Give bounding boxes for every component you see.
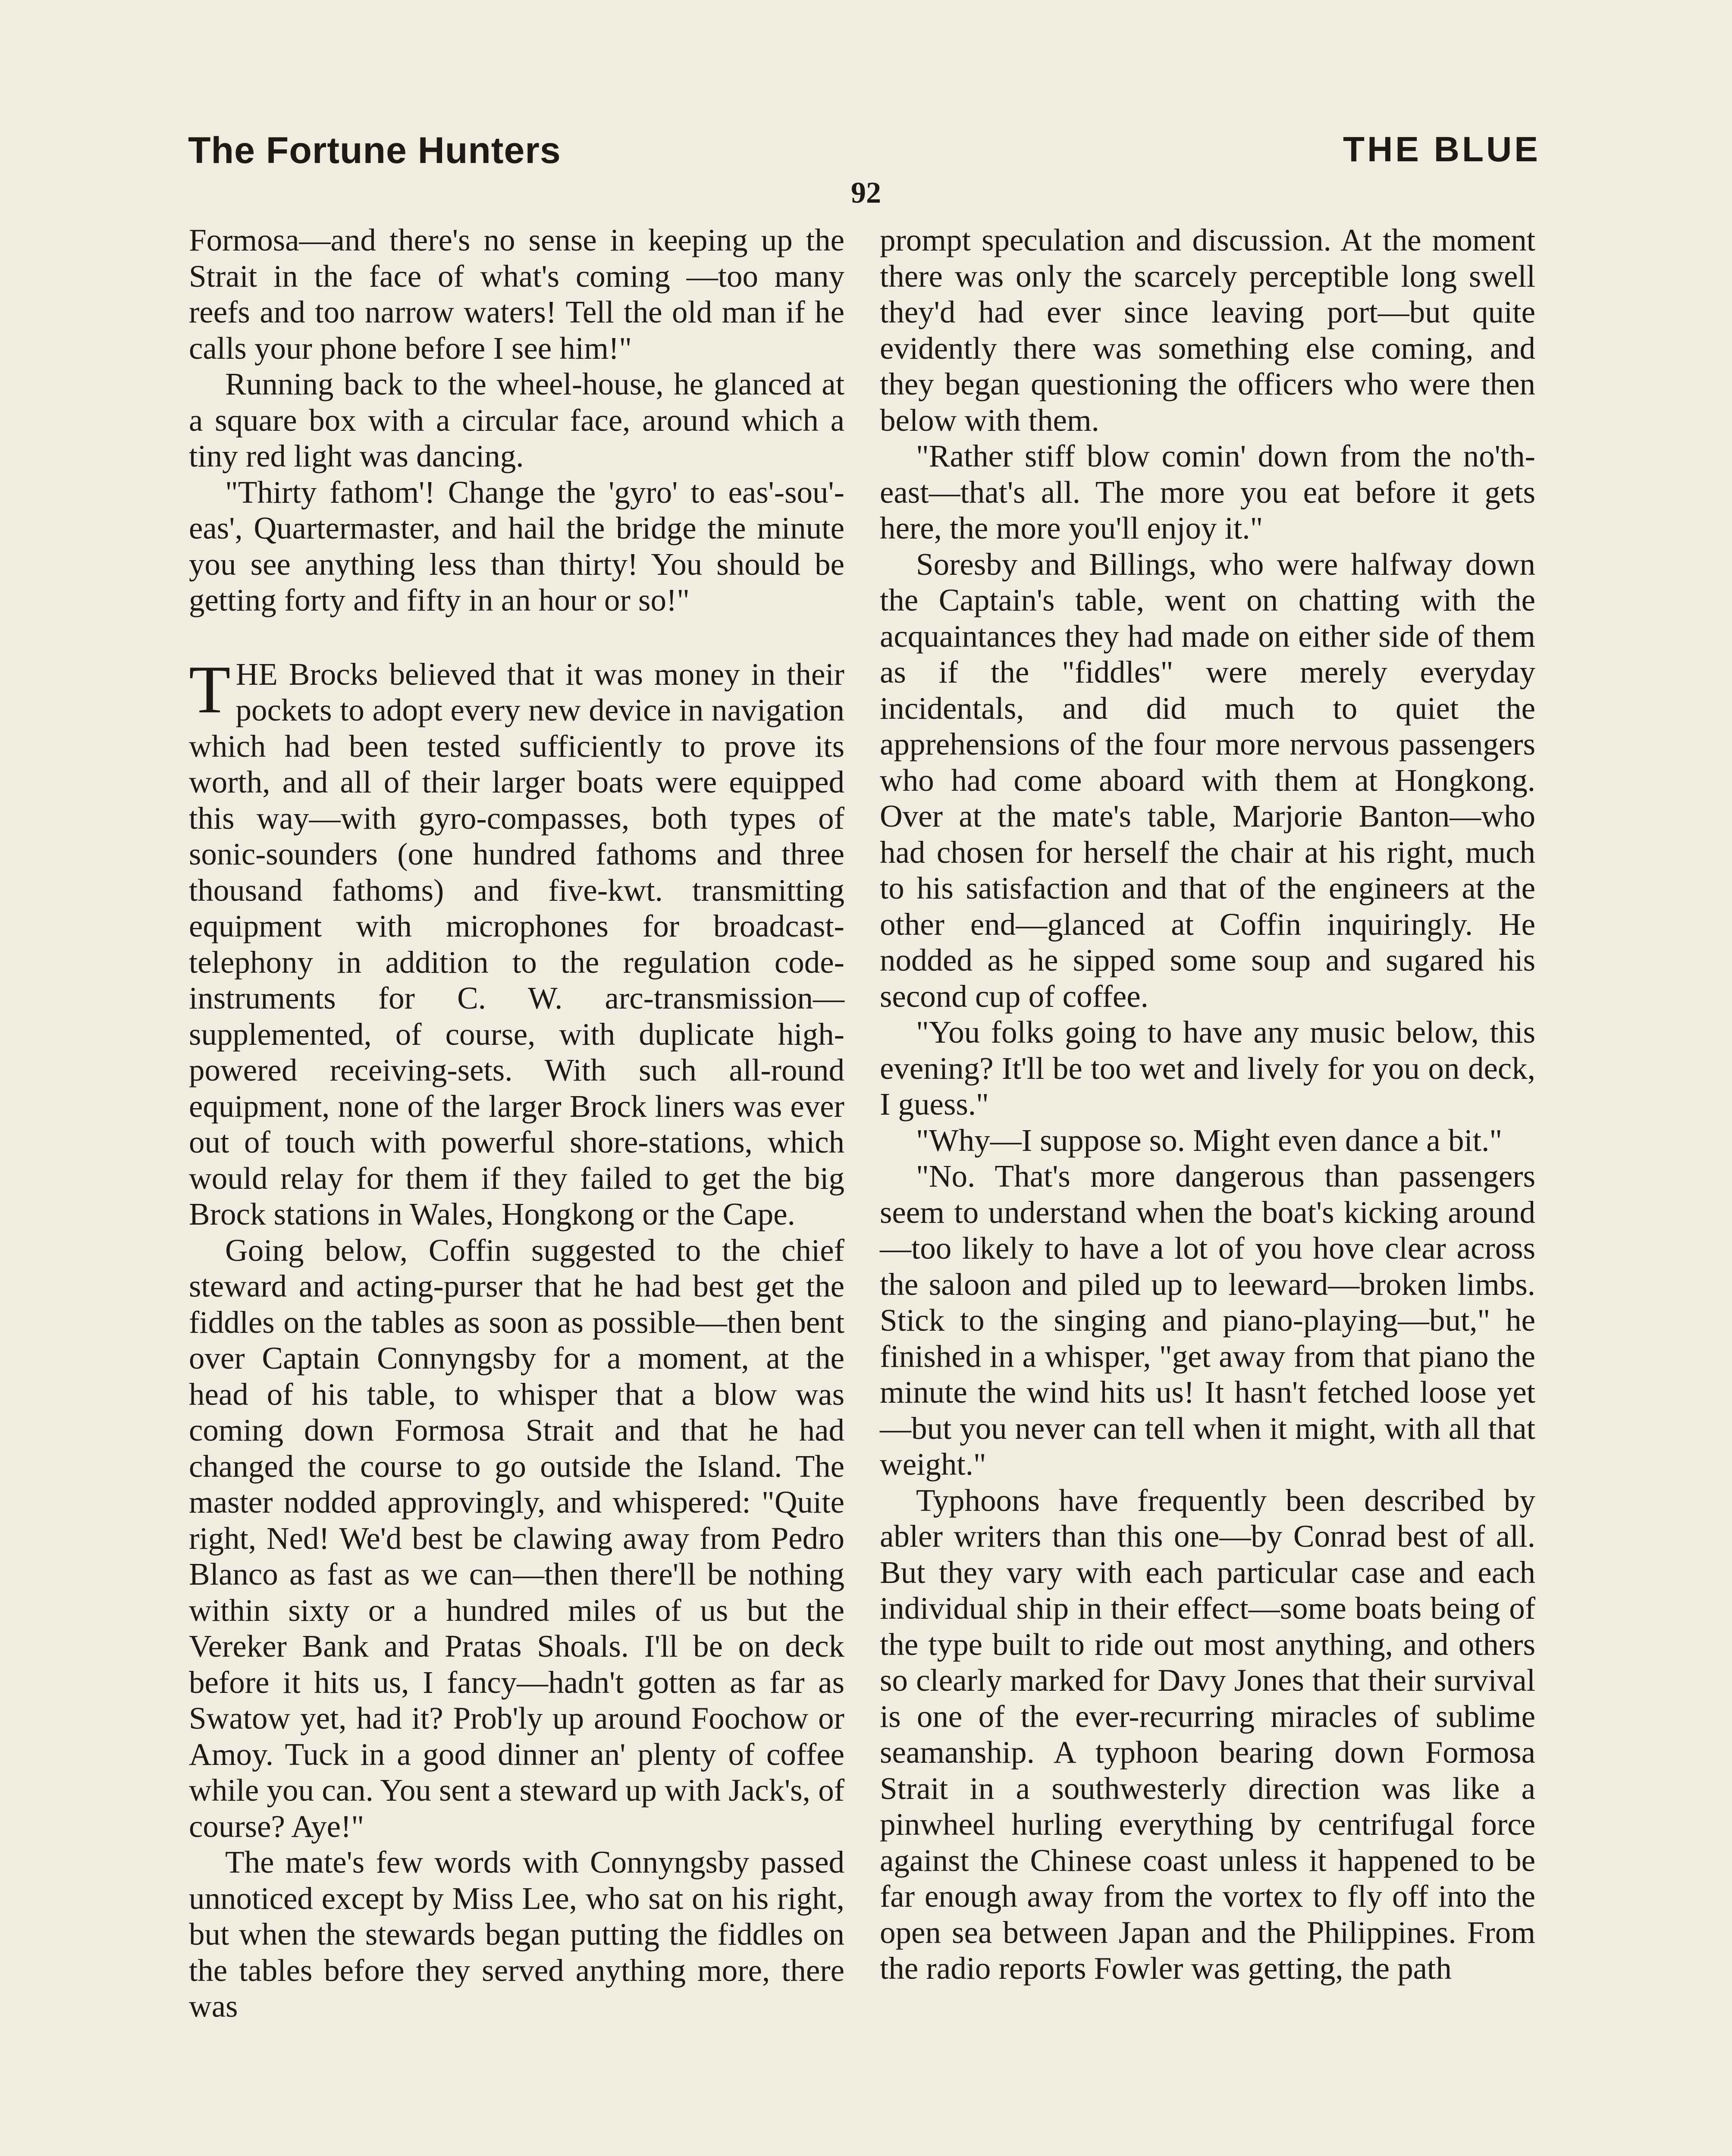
paragraph: prompt speculation and discussion. At the moment there was only the scarcely perceptible long swell they'd had ever since leaving port—but quite evidently there was something else coming, and they began questioning the officers who were then below with them. [880, 222, 1535, 438]
drop-cap: T [189, 652, 231, 727]
page-number: 92 [851, 176, 881, 210]
left-column [189, 222, 844, 2024]
paragraph-text: HE Brocks believed that it was money in their pockets to adopt every new device in navigation which had been tested sufficiently to prove its worth, and all of their larger boats were equipped this way—with gyro-compasses, both types of sonic-sounders (one hundred fathoms and three thousand fathoms) and five-kwt. transmitting equipment with microphones for broadcast-telephony in addition to the regulation code-instruments for C. W. arc-transmission—supplemented, of course, with duplicate high-powered receiving-sets. With such all-round equipment, none of the larger Brock liners was ever out of touch with powerful shore-stations, which would relay for them if they failed to get the big Brock stations in Wales, Hongkong or the Cape. [189, 656, 844, 1232]
paragraph: "Rather stiff blow comin' down from the no'th-east—that's all. The more you eat before it gets here, the more you'll enjoy it." [880, 439, 1535, 545]
section-opening-paragraph [189, 652, 844, 1232]
paragraph: Going below, Coffin suggested to the chief steward and acting-purser that he had best get the fiddles on the tables as soon as possible—then bent over Captain Connyngsby for a moment, at the head of his table, to whisper that a blow was coming down Formosa Strait and that he had changed the course to go outside the Island. The master nodded approvingly, and whispered: "Quite right, Ned! We'd best be clawing away from Pedro Blanco as fast as we can—then there'll be nothing within sixty or a hundred miles of us but the Vereker Bank and Pratas Shoals. I'll be on deck before it hits us, I fancy—hadn't gotten as far as Swatow yet, had it? Prob'ly up around Foochow or Amoy. Tuck in a good dinner an' plenty of coffee while you can. You sent a steward up with Jack's, of course? Aye!" [189, 1232, 844, 1844]
paragraph: "Thirty fathom'! Change the 'gyro' to eas'-sou'-eas', Quartermaster, and hail the bridge the minute you see anything less than thirty! You should be getting forty and fifty in an hour or so!" [189, 474, 844, 617]
paragraph: Formosa—and there's no sense in keeping up the Strait in the face of what's coming —too many reefs and too narrow waters! Tell the old man if he calls your phone before I see him!" [189, 222, 844, 366]
paragraph: The mate's few words with Connyngsby passed unnoticed except by Miss Lee, who sat on his right, but when the stewards began putting the fiddles on the tables before they served anything more, there was [189, 1845, 844, 2024]
paragraph: Soresby and Billings, who were halfway down the Captain's table, went on chatting with the acquaintances they had made on either side of them as if the "fiddles" were merely everyday incidentals, and did much to quiet the apprehensions of the four more nervous passengers who had come aboard with them at Hongkong. Over at the mate's table, Marjorie Banton—who had chosen for herself the chair at his right, much to his satisfaction and that of the engineers at the other end—glanced at Coffin inquiringly. He nodded as he sipped some soup and sugared his second cup of coffee. [880, 546, 1535, 1014]
paragraph: Running back to the wheel-house, he glanced at a square box with a circular face, around which a tiny red light was dancing. [189, 367, 844, 473]
paragraph: "No. That's more dangerous than passengers seem to understand when the boat's kicking around—too likely to have a lot of you hove clear across the saloon and piled up to leeward—broken limbs. Stick to the singing and piano-playing—but," he finished in a whisper, "get away from that piano the minute the wind hits us! It hasn't fetched loose yet—but you never can tell when it might, with all that weight." [880, 1159, 1535, 1482]
running-head-title: The Fortune Hunters [188, 130, 561, 171]
running-head-magazine: THE BLUE [1343, 130, 1541, 169]
paragraph: Typhoons have frequently been described by abler writers than this one—by Conrad best of all. But they vary with each particular case and each individual ship in their effect—some boats being of the type built to ride out most anything, and others so clearly marked for Davy Jones that their survival is one of the ever-recurring miracles of sublime seamanship. A typhoon bearing down Formosa Strait in a southwesterly direction was like a pinwheel hurling everything by centrifugal force against the Chinese coast unless it happened to be far enough away from the vortex to fly off into the open sea between Japan and the Philippines. From the radio reports Fowler was getting, the path [880, 1482, 1535, 1986]
right-column [880, 222, 1535, 1987]
paragraph: "Why—I suppose so. Might even dance a bit." [916, 1122, 1503, 1158]
paragraph: "You folks going to have any music below, this evening? It'll be too wet and lively for you on deck, I guess." [880, 1015, 1535, 1122]
